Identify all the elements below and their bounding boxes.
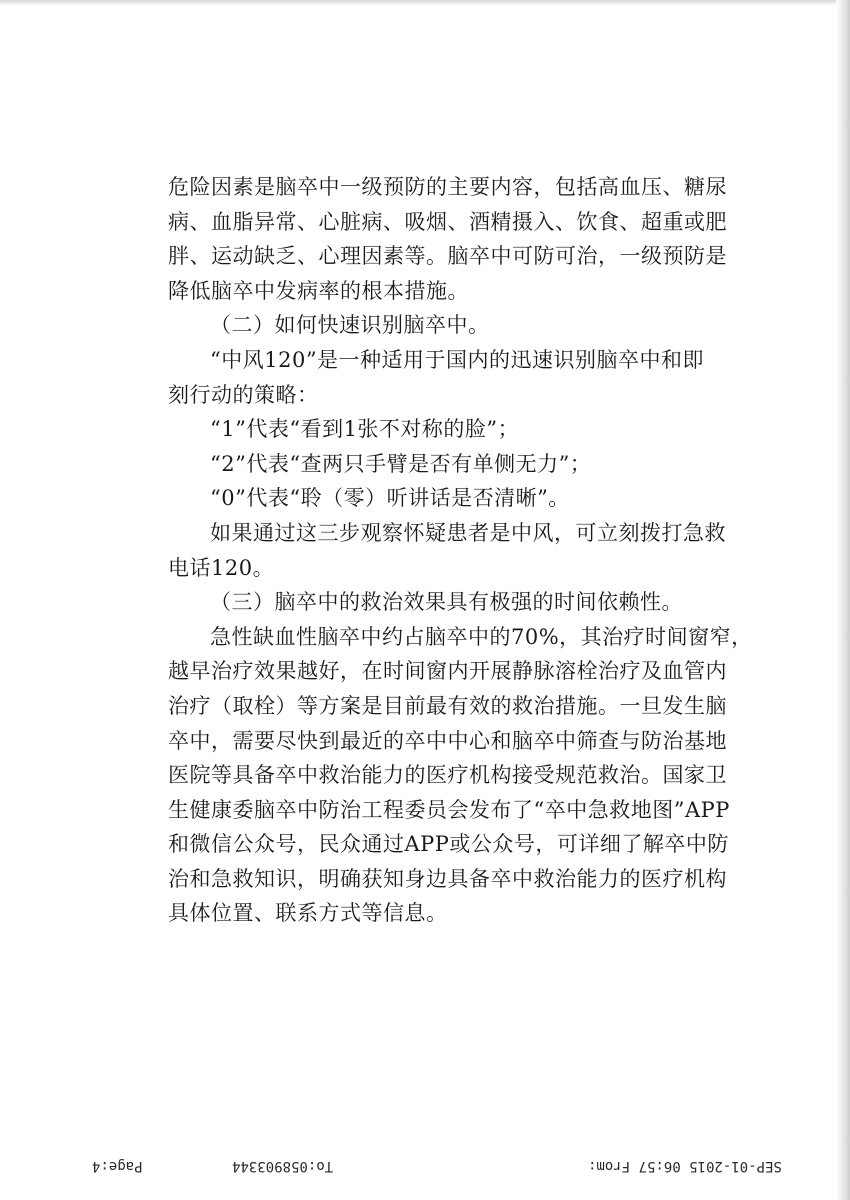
text-line: 急性缺血性脑卒中约占脑卒中的70%，其治疗时间窗窄， xyxy=(210,624,753,649)
text-line: 电话120。 xyxy=(168,555,275,580)
text-line: 医院等具备卒中救治能力的医疗机构接受规范救治。国家卫 xyxy=(168,763,727,788)
text-line: 刻行动的策略： xyxy=(168,382,319,407)
body-text xyxy=(168,170,753,931)
text-line: 危险因素是脑卒中一级预防的主要内容，包括高血压、糖尿 xyxy=(168,175,727,199)
text-line: 和微信公众号，民众通过APP或公众号，可详细了解卒中防 xyxy=(168,832,729,857)
text-line: 治疗（取栓）等方案是目前最有效的救治措施。一旦发生脑 xyxy=(168,693,727,718)
text-line: 如果通过这三步观察怀疑患者是中风，可立刻拨打急救 xyxy=(210,520,726,545)
text-line: 越早治疗效果越好，在时间窗内开展静脉溶栓治疗及血管内 xyxy=(168,659,727,684)
list-item: “2”代表“查两只手臂是否有单侧无力”； xyxy=(210,451,592,476)
text-line: “中风120”是一种适用于国内的迅速识别脑卒中和即 xyxy=(210,347,705,372)
fax-recipient: To:058903344 xyxy=(232,1158,334,1174)
list-item: “1”代表“看到1张不对称的脸”； xyxy=(210,417,520,442)
text-line: 胖、运动缺乏、心理因素等。脑卒中可防可治，一级预防是 xyxy=(168,244,727,269)
fax-page-number: Page:4 xyxy=(92,1158,143,1174)
scan-top-edge xyxy=(0,0,850,6)
section-heading: （二）如何快速识别脑卒中。 xyxy=(210,313,490,338)
text-line: 病、血脂异常、心脏病、吸烟、酒精摄入、饮食、超重或肥 xyxy=(168,209,727,234)
text-line: 具体位置、联系方式等信息。 xyxy=(168,901,448,926)
fax-header-strip xyxy=(0,1158,850,1182)
text-line: 降低脑卒中发病率的根本措施。 xyxy=(168,278,469,303)
text-line: 生健康委脑卒中防治工程委员会发布了“卒中急救地图”APP xyxy=(168,797,730,822)
fax-date-sender: SEP-01-2015 06:57 From: xyxy=(588,1158,782,1174)
list-item: “0”代表“聆（零）听讲话是否清晰”。 xyxy=(210,486,570,511)
scan-right-edge xyxy=(836,0,850,1200)
text-line: 治和急救知识，明确获知身边具备卒中救治能力的医疗机构 xyxy=(168,866,727,891)
text-line: 卒中，需要尽快到最近的卒中中心和脑卒中筛查与防治基地 xyxy=(168,728,727,753)
section-heading: （三）脑卒中的救治效果具有极强的时间依赖性。 xyxy=(210,590,683,615)
